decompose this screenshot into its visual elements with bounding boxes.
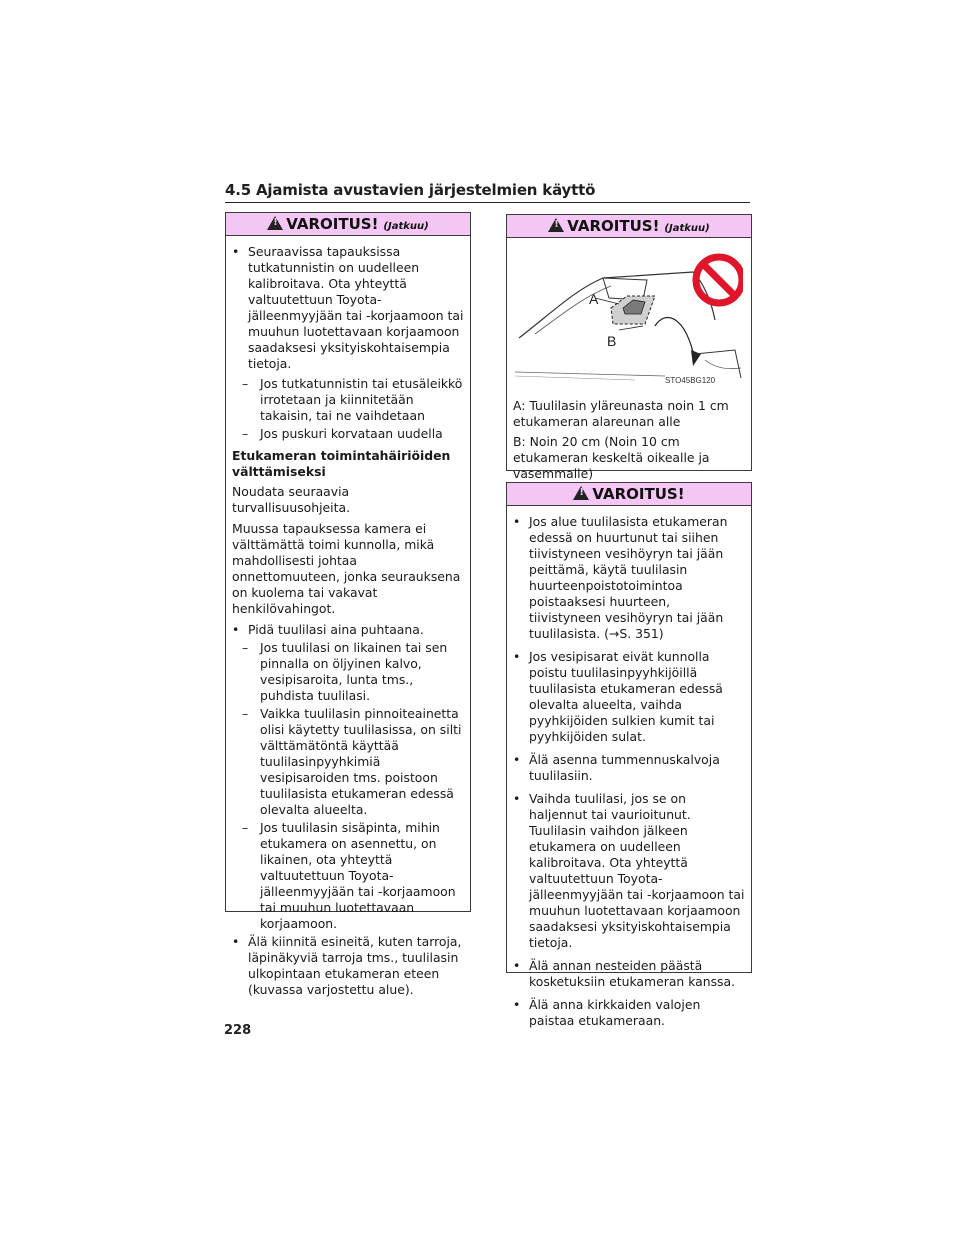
caption-a: A: Tuulilasin yläreunasta noin 1 cm etukameran alareunan alle: [513, 398, 729, 429]
subsection-title: Etukameran toimintahäiriöiden välttämiseksi: [232, 448, 451, 479]
paragraph: Muussa tapauksessa kamera ei välttämättä toimi kunnolla, mikä mahdollisesti johtaa onnettomuuteen, jonka seurauksena on kuolema tai vakavat henkilövahingot.: [232, 521, 461, 616]
section-title: 4.5 Ajamista avustavien järjestelmien käyttö: [225, 181, 596, 199]
warning-box-left: [225, 212, 471, 997]
warning-body: [226, 236, 470, 1010]
sub-list-item-text: Jos tuulilasi on likainen tai sen pinnalla on öljyinen kalvo, vesipisaroita, lunta tms., puhdista tuulilasi.: [260, 640, 448, 703]
warning-label: VAROITUS!: [567, 217, 660, 235]
list-item-text: Älä asenna tummennuskalvoja tuulilasiin.: [529, 752, 720, 783]
continued-label: (Jatkuu): [664, 222, 710, 234]
warning-triangle-icon: [267, 216, 283, 230]
page-header: [225, 181, 750, 203]
sub-list-item-text: Jos tuulilasin sisäpinta, mihin etukamera on asennettu, on likainen, ota yhteyttä valtuutettuun Toyota-jälleenmyyjään tai -korjaamoon tai muuhun luotettavaan korjaamoon.: [260, 820, 456, 931]
list-item-text: Jos alue tuulilasista etukameran edessä on huurtunut tai siihen tiivistyneen vesihöyryn tai jään peittämä, käytä tuulilasin huurteenpoistotoimintoa poistaaksesi huurteen, tiivistyneen vesihöyryn tai jään tuulilasista. (→S. 351): [529, 514, 728, 641]
warning-heading: [507, 483, 751, 506]
page-number: 228: [224, 1023, 252, 1038]
list-item: • Älä annan nesteiden päästä kosketuksiin etukameran kanssa.: [513, 958, 736, 989]
list-item: • Älä kiinnitä esineitä, kuten tarroja, läpinäkyviä tarroja tms., tuulilasin ulkopintaan etukameran eteen (kuvassa varjostettu alue).: [232, 934, 462, 997]
sub-list-item: – Jos puskuri korvataan uudella: [242, 426, 443, 441]
windshield-camera-illustration: [515, 250, 743, 386]
warning-label: VAROITUS!: [286, 215, 379, 233]
figure-label-b: B: [607, 333, 617, 349]
sub-list-item-text: Vaikka tuulilasin pinnoiteainetta olisi käytetty tuulilasissa, on silti välttämätöntä käyttää tuulilasinpyyhkimiä vesipisaroiden tms. poistoon tuulilasista etukameran edessä olevalta alueelta.: [260, 706, 462, 817]
warning-box-right-bottom: [506, 482, 752, 1028]
warning-box-right-top: [506, 214, 752, 481]
list-item: • Älä asenna tummennuskalvoja tuulilasiin.: [513, 752, 720, 783]
sub-list-item: – Jos tuulilasi on likainen tai sen pinnalla on öljyinen kalvo, vesipisaroita, lunta tms., puhdista tuulilasi.: [242, 640, 448, 703]
paragraph: Noudata seuraavia turvallisuusohjeita.: [232, 484, 351, 515]
list-item-text: Älä anna kirkkaiden valojen paistaa etukameraan.: [529, 997, 701, 1028]
list-item: • Älä anna kirkkaiden valojen paistaa etukameraan.: [513, 997, 701, 1028]
list-item-text: Pidä tuulilasi aina puhtaana.: [248, 622, 424, 637]
list-item-text: Älä annan nesteiden päästä kosketuksiin etukameran kanssa.: [529, 958, 736, 989]
list-item-text: Älä kiinnitä esineitä, kuten tarroja, läpinäkyviä tarroja tms., tuulilasin ulkopintaan etukameran eteen (kuvassa varjostettu alue).: [248, 934, 462, 997]
list-item-text: Jos vesipisarat eivät kunnolla poistu tuulilasinpyyhkijöillä tuulilasista etukameran edessä olevalta alueelta, vaihda pyyhkijöiden sulkien kumit tai pyyhkijöiden sulat.: [529, 649, 723, 744]
list-item-text: Vaihda tuulilasi, jos se on haljennut tai vaurioitunut. Tuulilasin vaihdon jälkeen etukamera on uudelleen kalibroitava. Ota yhteyttä valtuutettuun Toyota-jälleenmyyjään tai -korjaamoon tai muuhun luotettavaan korjaamoon saadaksesi yksityiskohtaisempia tietoja.: [529, 791, 745, 950]
sub-list-item: – Jos tuulilasin sisäpinta, mihin etukamera on asennettu, on likainen, ota yhteyttä valtuutettuun Toyota-jälleenmyyjään tai -korjaamoon tai muuhun luotettavaan korjaamoon.: [242, 820, 456, 931]
warning-heading: [507, 215, 751, 238]
continued-label: (Jatkuu): [383, 220, 429, 232]
list-item: • Jos alue tuulilasista etukameran edessä on huurtunut tai siihen tiivistyneen vesihöyryn tai jään peittämä, käytä tuulilasin huurteenpoistotoimintoa poistaaksesi huurteen, tiivistyneen vesihöyryn tai jään tuulilasista. (→S. 351): [513, 514, 728, 641]
windshield-diagram: [515, 250, 743, 386]
warning-heading: [226, 213, 470, 236]
warning-label: VAROITUS!: [592, 485, 685, 503]
list-item-text: Seuraavissa tapauksissa tutkatunnistin on uudelleen kalibroitava. Ota yhteyttä valtuutettuun Toyota-jälleenmyyjään tai -korjaamoon tai muuhun luotettavaan korjaamoon saadaksesi yksityiskohtaisempia tietoja.: [248, 244, 464, 371]
warning-body: [507, 238, 751, 494]
header-rule: [225, 202, 750, 203]
list-item: • Seuraavissa tapauksissa tutkatunnistin on uudelleen kalibroitava. Ota yhteyttä valtuutettuun Toyota-jälleenmyyjään tai -korjaamoon tai muuhun luotettavaan korjaamoon saadaksesi yksityiskohtaisempia tietoja.: [232, 244, 464, 371]
list-item: • Vaihda tuulilasi, jos se on haljennut tai vaurioitunut. Tuulilasin vaihdon jälkeen etukamera on uudelleen kalibroitava. Ota yhteyttä valtuutettuun Toyota-jälleenmyyjään tai -korjaamoon tai muuhun luotettavaan korjaamoon saadaksesi yksityiskohtaisempia tietoja.: [513, 791, 745, 950]
sub-list-item: – Jos tutkatunnistin tai etusäleikkö irrotetaan ja kiinnitetään takaisin, tai ne vaihdetaan: [242, 376, 463, 423]
sub-list-item-text: Jos tutkatunnistin tai etusäleikkö irrotetaan ja kiinnitetään takaisin, tai ne vaihdetaan: [260, 376, 463, 423]
warning-triangle-icon: [573, 486, 589, 500]
figure-label-a: A: [589, 291, 599, 307]
caption-b: B: Noin 20 cm (Noin 10 cm etukameran keskeltä oikealle ja vasemmalle): [513, 434, 710, 481]
figure-code: STO45BG120: [665, 376, 716, 385]
list-item: • Jos vesipisarat eivät kunnolla poistu tuulilasinpyyhkijöillä tuulilasista etukameran edessä olevalta alueelta, vaihda pyyhkijöiden sulkien kumit tai pyyhkijöiden sulat.: [513, 649, 723, 744]
sub-list-item-text: Jos puskuri korvataan uudella: [260, 426, 443, 441]
warning-triangle-icon: [548, 218, 564, 232]
sub-list-item: – Vaikka tuulilasin pinnoiteainetta olisi käytetty tuulilasissa, on silti välttämätöntä käyttää tuulilasinpyyhkimiä vesipisaroiden tms. poistoon tuulilasista etukameran edessä olevalta alueelta.: [242, 706, 462, 817]
list-item: • Pidä tuulilasi aina puhtaana.: [232, 622, 424, 637]
prohibited-icon: [696, 257, 742, 303]
warning-body: [507, 506, 751, 1044]
